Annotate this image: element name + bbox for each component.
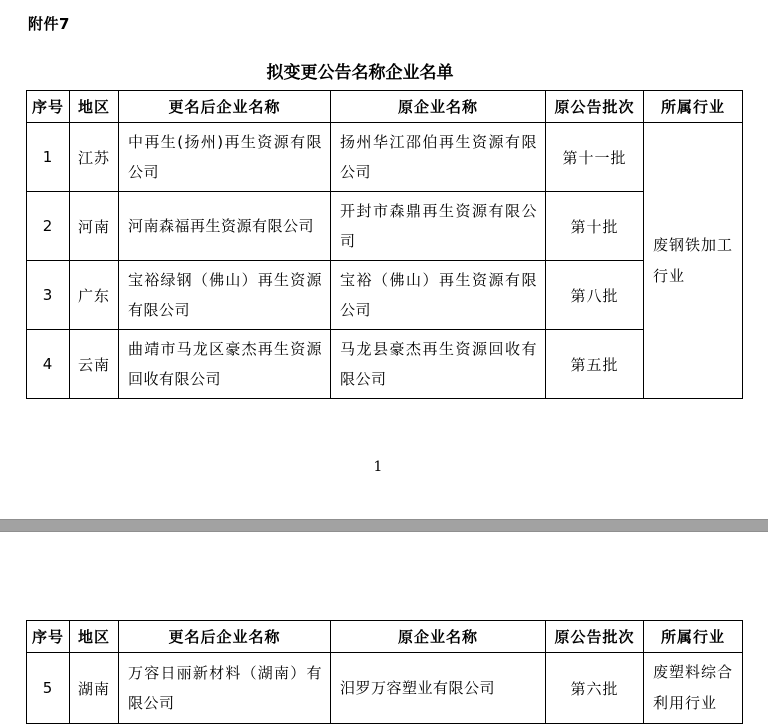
table-row — [27, 330, 743, 399]
cell-region: 湖南 — [70, 653, 119, 724]
cell-region: 云南 — [70, 330, 119, 399]
header-new-company-name: 更名后企业名称 — [119, 621, 331, 653]
header-original-company-name: 原企业名称 — [331, 621, 546, 653]
cell-region: 江苏 — [70, 123, 119, 192]
cell-batch: 第八批 — [546, 261, 644, 330]
cell-batch: 第五批 — [546, 330, 644, 399]
page-2 — [0, 532, 768, 726]
document-title: 拟变更公告名称企业名单 — [266, 63, 454, 83]
header-original-announcement-batch: 原公告批次 — [546, 621, 644, 653]
cell-serial-number: 5 — [27, 653, 70, 724]
header-serial-number: 序号 — [27, 621, 70, 653]
rename-companies-table-page2 — [26, 620, 743, 724]
cell-serial-number: 4 — [27, 330, 70, 399]
header-region: 地区 — [70, 91, 119, 123]
cell-original-company-name: 开封市森鼎再生资源有限公司 — [331, 192, 546, 261]
cell-batch: 第十一批 — [546, 123, 644, 192]
cell-original-company-name: 马龙县豪杰再生资源回收有限公司 — [331, 330, 546, 399]
cell-serial-number: 3 — [27, 261, 70, 330]
table-header-row — [27, 621, 743, 653]
cell-serial-number: 1 — [27, 123, 70, 192]
cell-batch: 第十批 — [546, 192, 644, 261]
header-industry: 所属行业 — [644, 91, 743, 123]
header-original-announcement-batch: 原公告批次 — [546, 91, 644, 123]
table-header-row — [27, 91, 743, 123]
page-number: 1 — [373, 459, 383, 475]
cell-industry: 废塑料综合利用行业 — [644, 653, 743, 724]
cell-region: 河南 — [70, 192, 119, 261]
table-row — [27, 261, 743, 330]
table-row — [27, 123, 743, 192]
header-serial-number: 序号 — [27, 91, 70, 123]
cell-batch: 第六批 — [546, 653, 644, 724]
attachment-label: 附件7 — [28, 15, 70, 33]
cell-new-company-name: 宝裕绿钢（佛山）再生资源有限公司 — [119, 261, 331, 330]
cell-original-company-name: 宝裕（佛山）再生资源有限公司 — [331, 261, 546, 330]
table-row — [27, 192, 743, 261]
header-industry: 所属行业 — [644, 621, 743, 653]
header-original-company-name: 原企业名称 — [331, 91, 546, 123]
cell-industry-merged: 废钢铁加工行业 — [644, 123, 743, 399]
cell-original-company-name: 汨罗万容塑业有限公司 — [331, 653, 546, 724]
rename-companies-table-page1 — [26, 90, 743, 399]
header-new-company-name: 更名后企业名称 — [119, 91, 331, 123]
header-region: 地区 — [70, 621, 119, 653]
cell-new-company-name: 中再生(扬州)再生资源有限公司 — [119, 123, 331, 192]
cell-original-company-name: 扬州华江邵伯再生资源有限公司 — [331, 123, 546, 192]
cell-new-company-name: 河南森福再生资源有限公司 — [119, 192, 331, 261]
cell-region: 广东 — [70, 261, 119, 330]
cell-serial-number: 2 — [27, 192, 70, 261]
cell-new-company-name: 曲靖市马龙区豪杰再生资源回收有限公司 — [119, 330, 331, 399]
table-row — [27, 653, 743, 724]
page-break-divider — [0, 519, 768, 532]
cell-new-company-name: 万容日丽新材料（湖南）有限公司 — [119, 653, 331, 724]
